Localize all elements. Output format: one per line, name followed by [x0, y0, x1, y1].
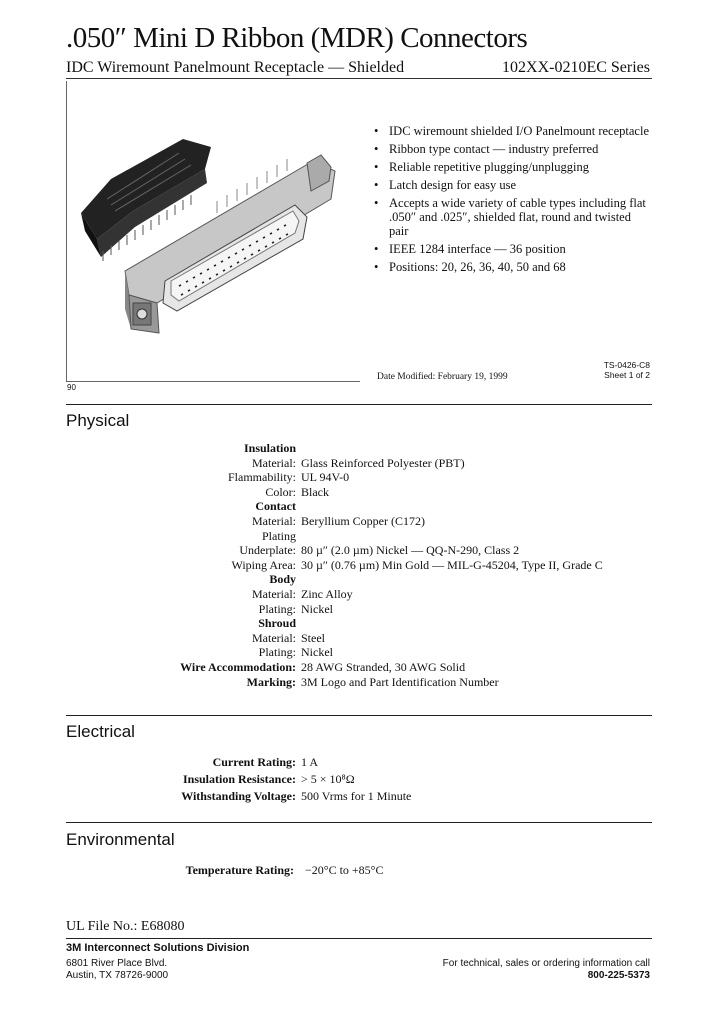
bullet-icon: • [374, 160, 379, 174]
physical-rule [66, 404, 652, 405]
spec-row: Plating: Nickel [258, 645, 333, 660]
page-subtitle: IDC Wiremount Panelmount Receptacle — Shielded [66, 59, 405, 76]
feature-item: • IEEE 1284 interface — 36 position [374, 242, 566, 256]
spec-row: Wire Accommodation: 28 AWG Stranded, 30 AWG Solid [180, 659, 466, 674]
spec-row: Material: Glass Reinforced Polyester (PBT) [252, 455, 465, 470]
electrical-heading: Electrical [66, 722, 135, 741]
spec-row: Material: Steel [252, 630, 325, 645]
spec-row: Withstanding Voltage: 500 Vrms for 1 Minute [181, 789, 412, 803]
footer-rule [66, 938, 652, 939]
spec-row: Contact [255, 499, 296, 514]
ts-number: TS-0426-C8 [603, 360, 650, 370]
sheet-number: Sheet 1 of 2 [604, 370, 650, 380]
feature-item: • IDC wiremount shielded I/O Panelmount receptacle [374, 124, 649, 138]
spec-row: Material: Zinc Alloy [252, 586, 353, 601]
spec-row: Shroud [258, 616, 296, 631]
photo-number: 90 [67, 383, 76, 392]
contact-info-text: For technical, sales or ordering information call [442, 958, 650, 969]
bullet-icon: • [374, 260, 379, 274]
feature-item: • Reliable repetitive plugging/unplugging [374, 160, 589, 174]
spec-row: Underplate: 80 µ″ (2.0 µm) Nickel — QQ-N-290, Class 2 [239, 543, 520, 558]
electrical-rule [66, 715, 652, 716]
spec-row: Plating: Nickel [258, 601, 333, 616]
feature-item: • Accepts a wide variety of cable types including flat .050″ and .025″, shielded flat, round and twisted pair [374, 196, 646, 238]
spec-row: Color: Black [265, 484, 329, 499]
environmental-spec-table [60, 862, 660, 878]
spec-row: Wiping Area: 30 µ″ (0.76 µm) Min Gold — MIL-G-45204, Type II, Grade C [231, 557, 603, 572]
bullet-icon: • [374, 196, 379, 210]
spec-row: Body [269, 572, 296, 587]
physical-heading: Physical [66, 411, 130, 430]
bullet-icon: • [374, 142, 379, 156]
feature-item: • Positions: 20, 26, 36, 40, 50 and 68 [374, 260, 566, 274]
spec-row: Current Rating: 1 A [212, 755, 319, 769]
spec-row: Marking: 3M Logo and Part Identification Number [246, 674, 499, 689]
spec-row: Plating [261, 528, 296, 543]
feature-item: • Latch design for easy use [374, 178, 517, 192]
environmental-rule [66, 822, 652, 823]
spec-row: Flammability: UL 94V-0 [228, 470, 350, 485]
phone-number[interactable]: 800-225-5373 [587, 970, 650, 981]
connector-illustration [67, 81, 360, 381]
page-title: .050″ Mini D Ribbon (MDR) Connectors [66, 22, 528, 54]
address-line-1: 6801 River Place Blvd. [66, 958, 168, 969]
series-number: 102XX-0210EC Series [502, 59, 650, 76]
date-modified: Date Modified: February 19, 1999 [377, 372, 508, 382]
spec-row: Material: Beryllium Copper (C172) [252, 513, 425, 528]
spec-row: Temperature Rating: −20°C to +85°C [185, 863, 384, 877]
bullet-icon: • [374, 242, 379, 256]
electrical-spec-table [60, 754, 660, 805]
physical-spec-table [60, 441, 660, 689]
address-line-2: Austin, TX 78726-9000 [66, 970, 169, 981]
feature-list [374, 124, 650, 278]
environmental-heading: Environmental [66, 830, 175, 849]
product-photo [66, 81, 360, 382]
division-name: 3M Interconnect Solutions Division [66, 942, 250, 954]
bullet-icon: • [374, 124, 379, 138]
spec-row: Insulation [243, 441, 296, 455]
bullet-icon: • [374, 178, 379, 192]
feature-item: • Ribbon type contact — industry preferred [374, 142, 599, 156]
title-rule [66, 78, 652, 79]
spec-row: Insulation Resistance: > 5 × 10⁸Ω [182, 772, 355, 786]
ul-file-number: UL File No.: E68080 [66, 919, 185, 934]
